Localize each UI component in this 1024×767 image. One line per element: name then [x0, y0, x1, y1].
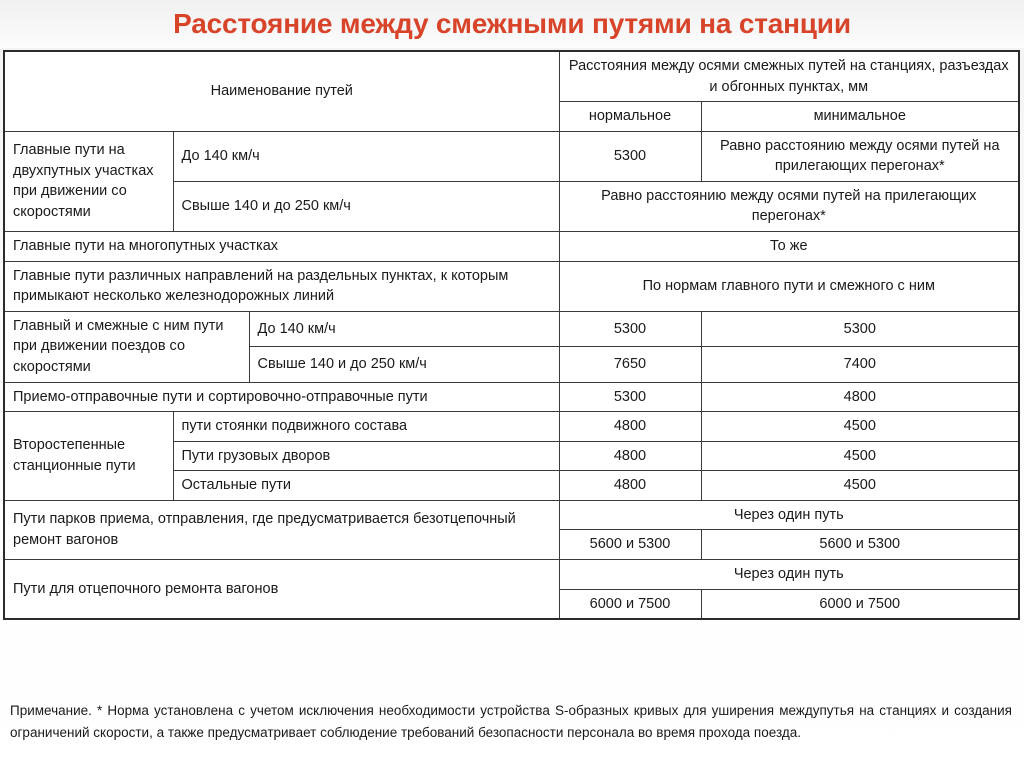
- cell-sub-label: Остальные пути: [173, 471, 559, 501]
- cell-speed-up-to-140: До 140 км/ч: [173, 131, 559, 181]
- cell-minimum-value: Равно расстоянию между осями путей на прилегающих перегонах*: [701, 131, 1019, 181]
- page-title: Расстояние между смежными путями на станции: [173, 8, 851, 39]
- table-row: [4, 559, 1019, 589]
- cell-minimum-value: 4500: [701, 441, 1019, 471]
- header-minimum: минимальное: [701, 102, 1019, 132]
- table-row: [4, 311, 1019, 346]
- table-header-row-group: [4, 51, 1019, 102]
- cell-normal-value: 7650: [559, 347, 701, 382]
- table-row: [4, 412, 1019, 442]
- cell-span-value: Равно расстоянию между осями путей на прилегающих перегонах*: [559, 181, 1019, 231]
- table-row: [4, 131, 1019, 181]
- footnote: [10, 700, 1012, 744]
- row-label-main-double-track: Главные пути на двухпутных участках при движении со скоростями: [4, 131, 173, 231]
- row-label-main-and-adjacent: Главный и смежные с ним пути при движении поездов со скоростями: [4, 311, 249, 382]
- header-name-column: Наименование путей: [4, 51, 559, 131]
- row-label-detached-repair: Пути для отцепочного ремонта вагонов: [4, 559, 559, 619]
- cell-speed-over-140-to-250: Свыше 140 и до 250 км/ч: [249, 347, 559, 382]
- cell-sub-label: пути стоянки подвижного состава: [173, 412, 559, 442]
- cell-span-value: Через один путь: [559, 559, 1019, 589]
- table-row: [4, 232, 1019, 262]
- cell-minimum-value: 5300: [701, 311, 1019, 346]
- cell-normal-value: 5600 и 5300: [559, 530, 701, 560]
- row-label-receiving-departure: Приемо-отправочные пути и сортировочно-отправочные пути: [4, 382, 559, 412]
- cell-span-value: По нормам главного пути и смежного с ним: [559, 261, 1019, 311]
- cell-span-value: То же: [559, 232, 1019, 262]
- row-label-main-multi-track: Главные пути на многопутных участках: [4, 232, 559, 262]
- cell-span-value: Через один путь: [559, 500, 1019, 530]
- cell-minimum-value: 5600 и 5300: [701, 530, 1019, 560]
- norms-table: [3, 50, 1020, 620]
- table-row: [4, 261, 1019, 311]
- cell-normal-value: 4800: [559, 471, 701, 501]
- cell-normal-value: 5300: [559, 382, 701, 412]
- cell-normal-value: 6000 и 7500: [559, 589, 701, 619]
- title-bar: [0, 0, 1024, 48]
- header-distance-group: Расстояния между осями смежных путей на станциях, разъездах и обгонных пунктах, мм: [559, 51, 1019, 102]
- table-row: [4, 382, 1019, 412]
- cell-minimum-value: 7400: [701, 347, 1019, 382]
- cell-sub-label: Пути грузовых дворов: [173, 441, 559, 471]
- cell-speed-over-140-to-250: Свыше 140 и до 250 км/ч: [173, 181, 559, 231]
- cell-normal-value: 5300: [559, 311, 701, 346]
- row-label-main-various-directions: Главные пути различных направлений на раздельных пунктах, к которым примыкают несколько железнодорожных линий: [4, 261, 559, 311]
- row-label-park-tracks-repair: Пути парков приема, отправления, где предусматривается безотцепочный ремонт вагонов: [4, 500, 559, 559]
- cell-minimum-value: 4500: [701, 412, 1019, 442]
- cell-normal-value: 5300: [559, 131, 701, 181]
- cell-minimum-value: 4800: [701, 382, 1019, 412]
- cell-minimum-value: 4500: [701, 471, 1019, 501]
- cell-normal-value: 4800: [559, 412, 701, 442]
- cell-normal-value: 4800: [559, 441, 701, 471]
- table-row: [4, 500, 1019, 530]
- header-normal: нормальное: [559, 102, 701, 132]
- norms-table-container: [3, 50, 1018, 620]
- cell-speed-up-to-140: До 140 км/ч: [249, 311, 559, 346]
- cell-minimum-value: 6000 и 7500: [701, 589, 1019, 619]
- footnote-text: Примечание. * Норма установлена с учетом исключения необходимости устройства S-образных кривых для уширения междупутья на станциях и создания ограничений скорости, а также предусматривает соблюдение требований безопасности персонала во время прохода поезда.: [10, 703, 1012, 740]
- row-label-secondary-station: Второстепенные станционные пути: [4, 412, 173, 501]
